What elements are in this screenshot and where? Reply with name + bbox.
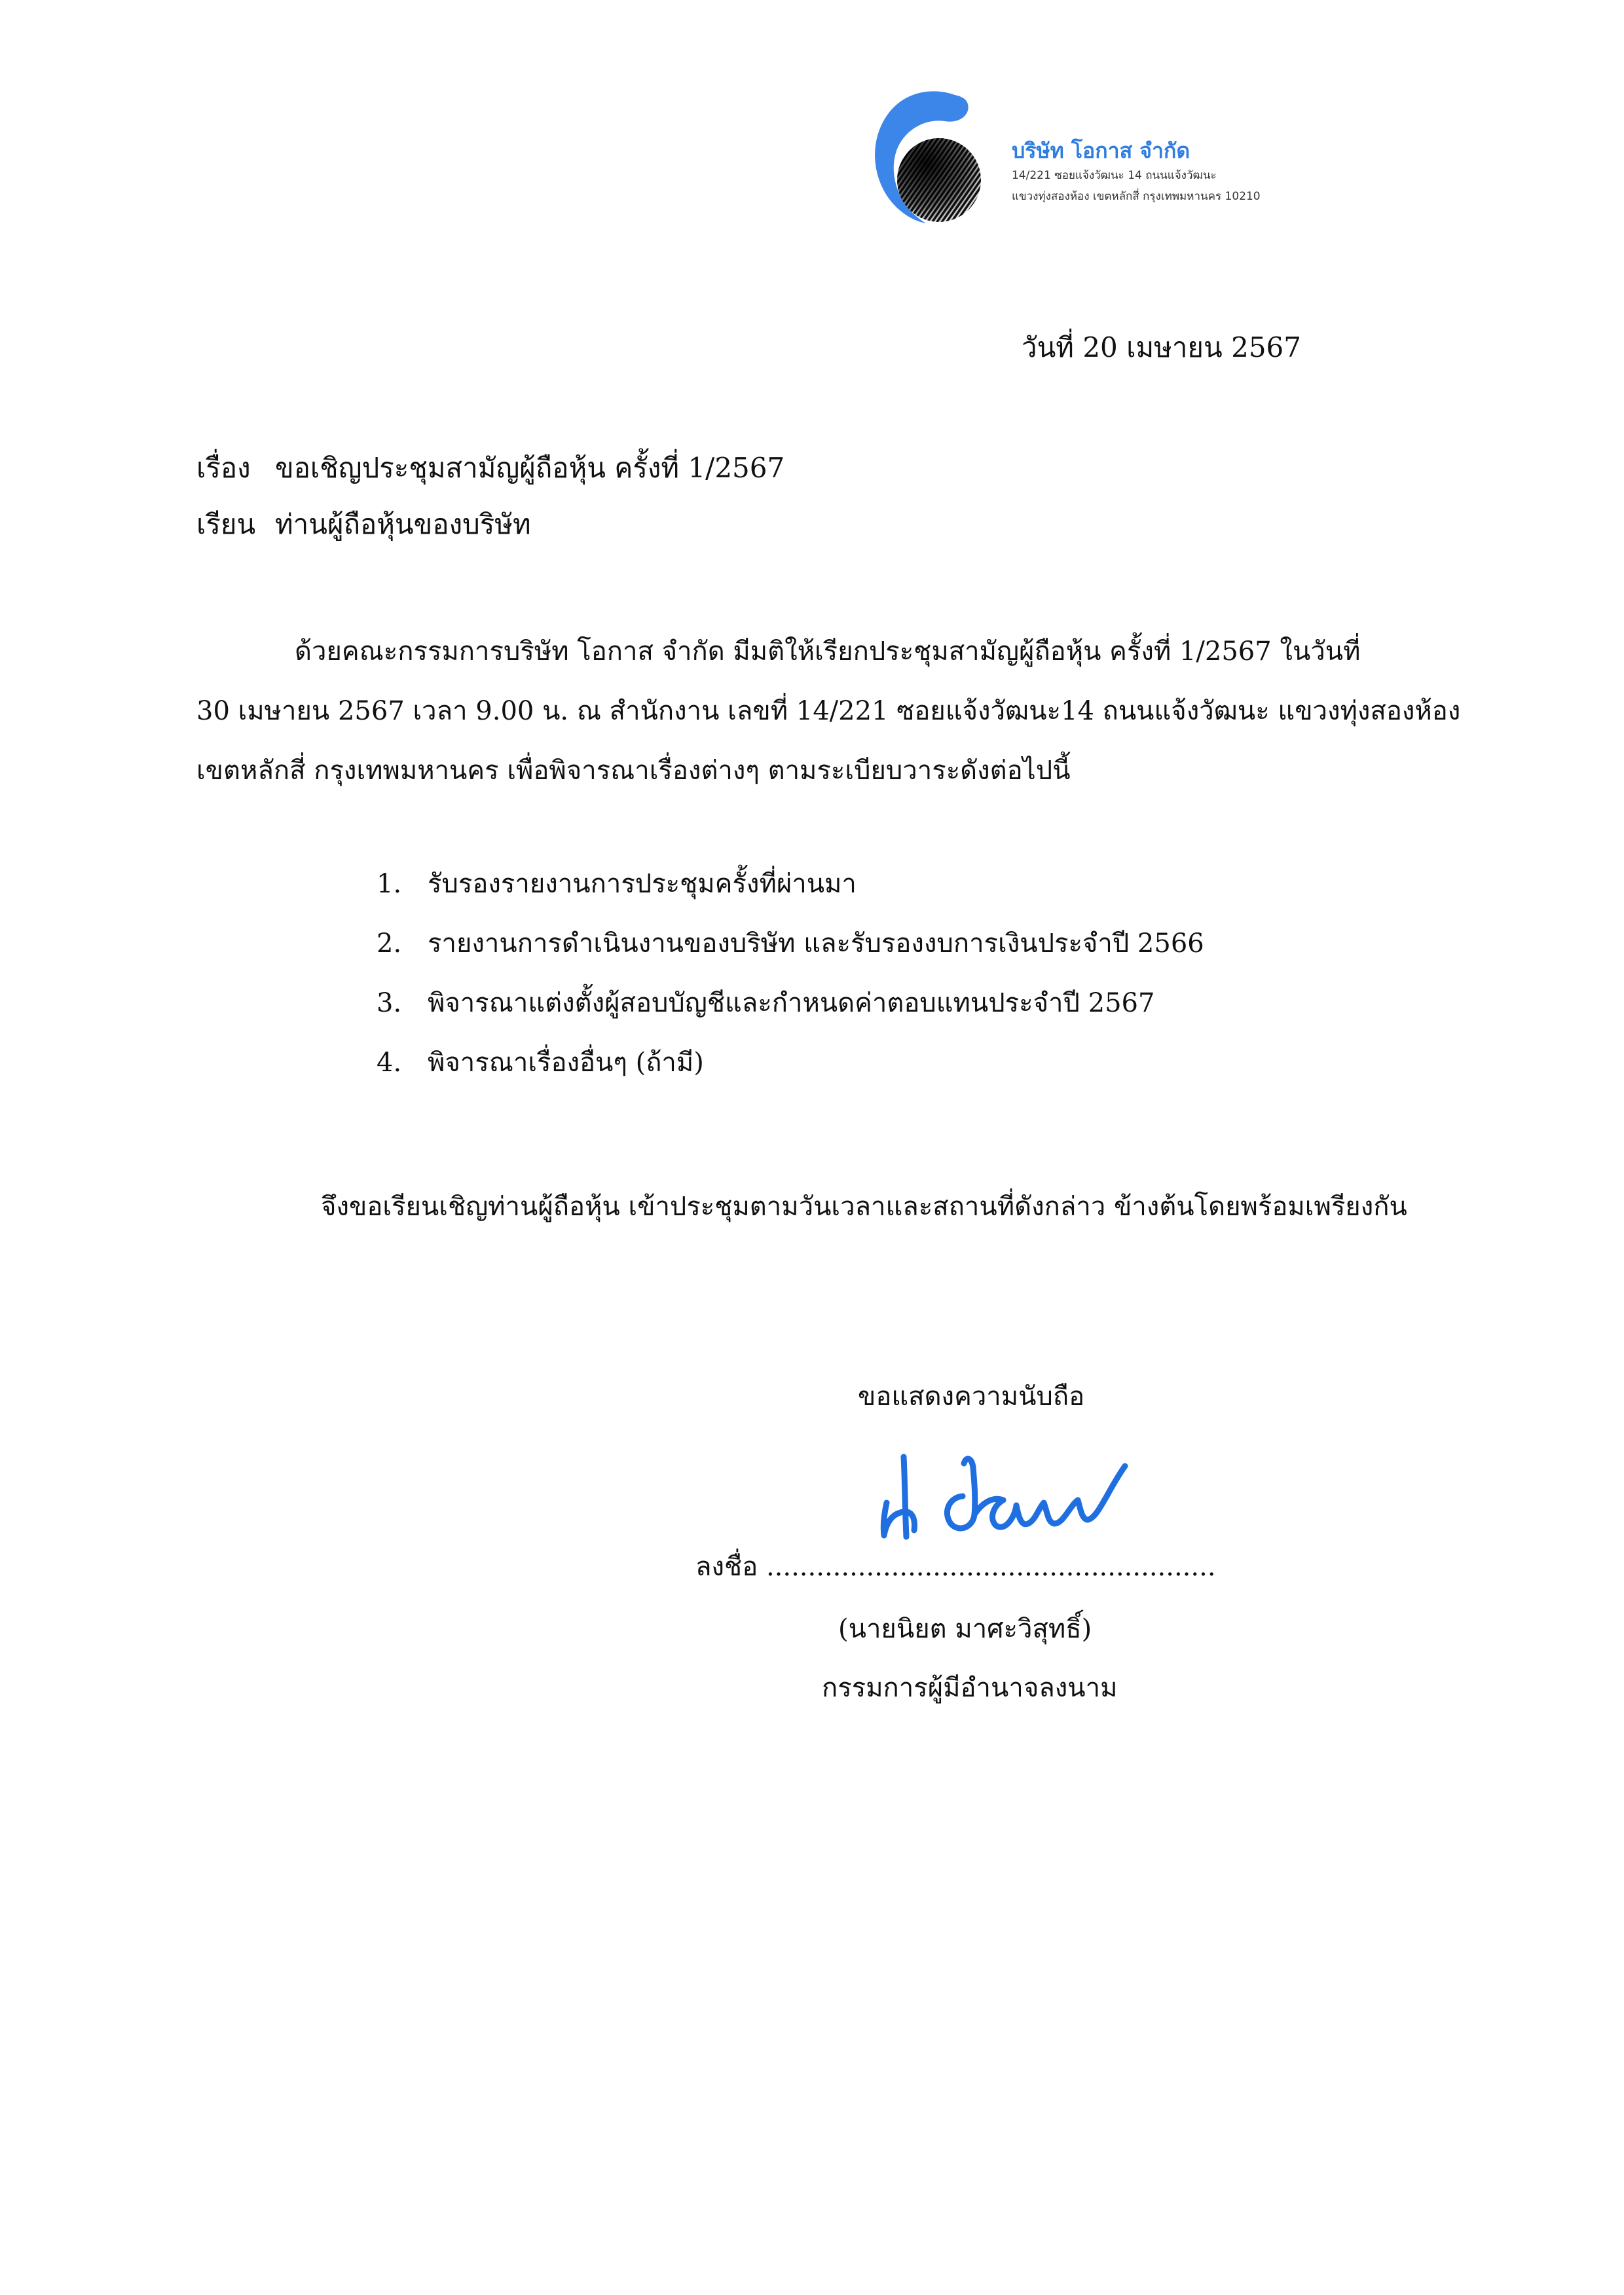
recipient-line	[196, 503, 531, 546]
subject-label: เรื่อง	[196, 452, 251, 484]
agenda-item	[377, 974, 1424, 1033]
body-line-3: เขตหลักสี่ กรุงเทพมหานคร เพื่อพิจารณาเรื่องต่างๆ ตามระเบียบวาระดังต่อไปนี้	[196, 756, 1071, 786]
recipient-label: เรียน	[196, 508, 256, 540]
agenda-item	[377, 1033, 1424, 1093]
agenda-item-number: 2.	[377, 928, 402, 959]
company-name: บริษัท โอกาส จำกัด	[1012, 138, 1190, 163]
handwritten-signature	[864, 1437, 1166, 1555]
agenda-item-text: พิจารณาเรื่องอื่นๆ (ถ้ามี)	[428, 1048, 704, 1078]
signature-dotted-line: ......................................................	[766, 1552, 1216, 1582]
company-info	[1012, 136, 1549, 207]
agenda-item-text: พิจารณาแต่งตั้งผู้สอบบัญชีและกำหนดค่าตอบแทนประจำปี 2567	[428, 988, 1155, 1018]
signatory-name: (นายนิยต มาศะวิสุทธิ์)	[838, 1614, 1092, 1644]
closing-sentence: จึงขอเรียนเชิญท่านผู้ถือหุ้น เข้าประชุมตามวันเวลาและสถานที่ดังกล่าว ข้างต้นโดยพร้อมเพรียงกัน	[321, 1192, 1407, 1222]
agenda-item-text: รายงานการดำเนินงานของบริษัท และรับรองงบการเงินประจำปี 2566	[428, 928, 1204, 959]
company-address-line-2: แขวงทุ่งสองห้อง เขตหลักสี่ กรุงเทพมหานคร 10210	[1012, 190, 1261, 203]
regards-text: ขอแสดงความนับถือ	[858, 1382, 1085, 1412]
sign-label: ลงชื่อ	[695, 1552, 758, 1582]
recipient-text: ท่านผู้ถือหุ้นของบริษัท	[275, 508, 531, 540]
body-paragraph	[196, 622, 1461, 801]
body-line-2: 30 เมษายน 2567 เวลา 9.00 น. ณ สำนักงาน เลขที่ 14/221 ซอยแจ้งวัฒนะ14 ถนนแจ้งวัฒนะ แขวงทุ่งสองห้อง	[196, 696, 1461, 726]
letter-date: วันที่ 20 เมษายน 2567	[1022, 331, 1301, 363]
agenda-item-number: 4.	[377, 1048, 402, 1078]
signature-row	[695, 1545, 1216, 1587]
agenda-item	[377, 854, 1424, 914]
agenda-item-text: รับรองรายงานการประชุมครั้งที่ผ่านมา	[428, 869, 857, 899]
agenda-item-number: 3.	[377, 988, 402, 1018]
agenda-list	[377, 854, 1424, 1093]
company-address-line-1: 14/221 ซอยแจ้งวัฒนะ 14 ถนนแจ้งวัฒนะ	[1012, 169, 1217, 182]
body-line-1: ด้วยคณะกรรมการบริษัท โอกาส จำกัด มีมติให้เรียกประชุมสามัญผู้ถือหุ้น ครั้งที่ 1/2567 ในวันที่	[295, 636, 1361, 667]
company-logo	[871, 88, 989, 226]
subject-line	[196, 447, 784, 490]
agenda-item-number: 1.	[377, 869, 402, 899]
agenda-item	[377, 914, 1424, 974]
subject-text: ขอเชิญประชุมสามัญผู้ถือหุ้น ครั้งที่ 1/2567	[275, 452, 785, 484]
signatory-title: กรรมการผู้มีอำนาจลงนาม	[822, 1673, 1118, 1703]
